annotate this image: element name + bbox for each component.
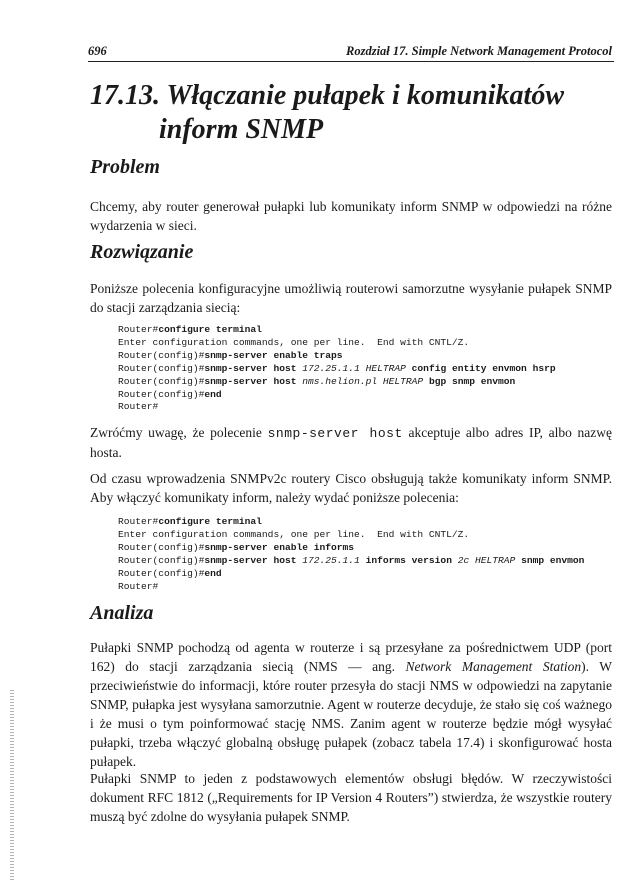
chapter-title <box>90 79 610 147</box>
code-prompt: Router(config)# <box>118 362 205 374</box>
analysis-para1-before: Pułapki SNMP pochodzą od agenta w routerze i są przesyłane za pośrednictwem UDP (port 162) do stacji zarządzania siecią (NMS — ang. <box>90 640 612 674</box>
section-number: 17.13. <box>90 80 160 111</box>
code-command: configure terminal <box>158 516 262 527</box>
code-hostname: nms.helion.pl <box>302 375 378 387</box>
page-number: 696 <box>88 44 107 58</box>
code-ip: 172.25.1.1 <box>302 362 360 374</box>
header-rule <box>88 61 614 62</box>
problem-text: Chcemy, aby router generował pułapki lub komunikaty inform SNMP w odpowiedzi na różne wydarzenia w sieci. <box>90 199 612 233</box>
code-output: Enter configuration commands, one per line. End with CNTL/Z. <box>118 336 470 348</box>
code-command: snmp envmon <box>521 554 585 566</box>
code-prompt: Router(config)# <box>118 375 205 387</box>
code-prompt: Router# <box>118 580 159 592</box>
code-command: end <box>204 388 222 400</box>
heading-solution: Rozwiązanie <box>90 241 194 263</box>
chapter-title-line2: inform SNMP <box>159 114 324 145</box>
code-command: informs version <box>365 554 452 566</box>
scan-margin-noise <box>10 690 14 880</box>
solution-intro: Poniższe polecenia konfiguracyjne umożliwią routerowi samorzutne wysyłanie pułapek SNMP do stacji zarządzania siecią: <box>90 281 612 315</box>
informs-text: Od czasu wprowadzenia SNMPv2c routery Cisco obsługują także komunikaty inform SNMP. Aby włączyć komunikaty inform, należy wydać poniższe polecenia: <box>90 471 612 505</box>
code-prompt: Router# <box>118 324 159 335</box>
note-after: akceptuje albo adres IP, albo nazwę hosta. <box>90 425 613 460</box>
code-prompt: Router(config)# <box>118 567 205 579</box>
heading-problem: Problem <box>90 156 160 178</box>
code-block-traps <box>118 324 556 414</box>
code-command: end <box>204 567 222 579</box>
code-prompt: Router(config)# <box>118 554 205 566</box>
analysis-para1 <box>90 638 612 771</box>
code-version: 2c <box>457 554 470 566</box>
code-command: configure terminal <box>158 324 262 335</box>
code-prompt: Router# <box>118 401 159 413</box>
analysis-para1-after: ). W przeciwieństwie do informacji, które router przesyła do stacji NMS w odpowiedzi na zapytanie SNMP, pułapka jest wysyłana samorzutnie. Agent w routerze decyduje, że stało się coś ważnego i że musi o tym poinformować stację NMS. Zanim agent w routerze będzie mógł wysyłać pułapki, trzeba włączyć globalną obsługę pułapek (zobacz tabela 17.4) i skonfigurować hosta pułapek. <box>90 659 612 769</box>
code-command: snmp-server host <box>204 375 297 387</box>
code-command: snmp-server enable informs <box>204 541 355 553</box>
analysis-term: Network Management Station <box>405 659 582 674</box>
note-before: Zwróćmy uwagę, że polecenie <box>90 425 268 440</box>
code-prompt: Router(config)# <box>118 388 205 400</box>
note-text <box>90 423 612 462</box>
code-block-informs <box>118 516 584 593</box>
code-prompt: Router# <box>118 516 159 527</box>
heading-analysis: Analiza <box>90 602 154 624</box>
chapter-title-line1: Włączanie pułapek i komunikatów <box>166 80 564 111</box>
running-head: Rozdział 17. Simple Network Management Protocol <box>346 44 612 58</box>
code-community: HELTRAP <box>475 554 516 566</box>
code-output: Enter configuration commands, one per line. End with CNTL/Z. <box>118 528 470 540</box>
code-command: bgp snmp envmon <box>428 375 516 387</box>
inline-command: snmp-server host <box>267 426 403 441</box>
analysis-para2: Pułapki SNMP to jeden z podstawowych elementów obsługi błędów. W rzeczywistości dokument RFC 1812 („Requirements for IP Version 4 Routers”) stwierdza, że wszystkie routery muszą być zdolne do wysyłania pułapek SNMP. <box>90 771 612 824</box>
code-command: snmp-server enable traps <box>204 349 343 361</box>
code-command: config entity envmon hsrp <box>411 362 556 374</box>
code-command: snmp-server host <box>204 554 297 566</box>
code-prompt: Router(config)# <box>118 541 205 553</box>
code-prompt: Router(config)# <box>118 349 205 361</box>
code-command: snmp-server host <box>204 362 297 374</box>
code-community: HELTRAP <box>382 375 424 387</box>
code-community: HELTRAP <box>365 362 406 374</box>
code-ip: 172.25.1.1 <box>302 554 360 566</box>
